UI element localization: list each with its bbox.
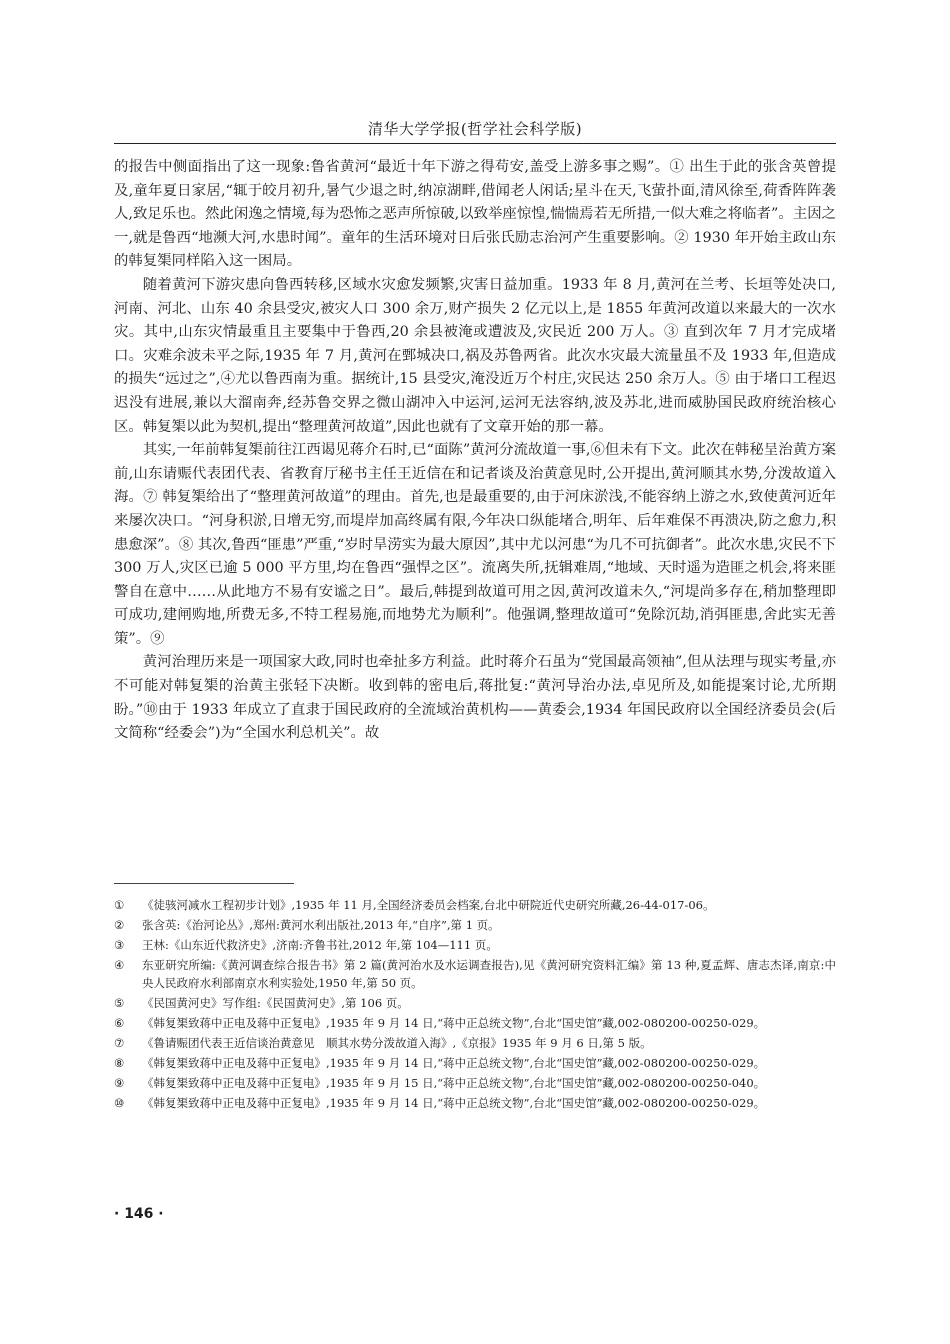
footnote-text: 王林:《山东近代救济史》,济南:齐鲁书社,2012 年,第 104—111 页。 — [142, 938, 498, 952]
footnote-mark: ⑥ — [114, 1016, 125, 1030]
footnote-10 — [114, 1094, 836, 1112]
footnote-7 — [114, 1034, 836, 1052]
paragraph-2: 随着黄河下游灾患向鲁西转移,区域水灾愈发频繁,灾害日益加重。1933 年 8 月,黄河在兰考、长垣等处决口,河南、河北、山东 40 余县受灾,被灾人口 300 余万,财产损失 2 亿元以上,是 1855 年黄河改道以来最大的一次水灾。其中,山东灾情最重且主要集中于鲁西,20 余县被淹或遭波及,灾民近 200 万人。③ 直到次年 7 月才完成堵口。灾难余波未平之际,1935 年 7 月,黄河在鄄城决口,祸及苏鲁两省。此次水灾最大流量虽不及 1933 年,但造成的损失“远过之”,④尤以鲁西南为重。据统计,15 县受灾,淹没近万个村庄,灾民达 250 余万人。⑤ 由于堵口工程迟迟没有进展,兼以大溜南奔,经苏鲁交界之微山湖冲入中运河,运河无法容纳,波及苏北,进而威胁国民政府统治核心区。韩复榘以此为契机,提出“整理黄河故道”,因此也就有了文章开始的那一幕。 — [114, 276, 836, 435]
footnote-5 — [114, 994, 836, 1012]
footnote-mark: ⑦ — [114, 1036, 125, 1050]
footnote-6 — [114, 1014, 836, 1032]
footnote-text: 《韩复榘致蒋中正电及蒋中正复电》,1935 年 9 月 14 日,“蒋中正总统文物”,台北“国史馆”藏,002-080200-00250-029。 — [142, 1016, 766, 1030]
paragraph-4: 黄河治理历来是一项国家大政,同时也牵扯多方利益。此时蒋介石虽为“党国最高领袖”,但从法理与现实考量,亦不可能对韩复榘的治黄主张轻下决断。收到韩的密电后,蒋批复:“黄河导治办法,卓见所及,如能提案讨论,尤所期盼。”⑩由于 1933 年成立了直隶于国民政府的全流域治黄机构——黄委会,1934 年国民政府以全国经济委员会(后文简称“经委会”)为“全国水利总机关”。故 — [114, 654, 836, 742]
header-rule — [114, 143, 836, 144]
page-number: · 146 · — [114, 1206, 164, 1222]
footnote-4 — [114, 956, 836, 992]
footnote-mark: ⑧ — [114, 1056, 125, 1070]
footnote-text: 《韩复榘致蒋中正电及蒋中正复电》,1935 年 9 月 15 日,“蒋中正总统文物”,台北“国史馆”藏,002-080200-00250-040。 — [142, 1076, 766, 1090]
paragraph-1: 的报告中侧面指出了这一现象:鲁省黄河“最近十年下游之得苟安,盖受上游多事之赐”。① 出生于此的张含英曾提及,童年夏日家居,“辄于皎月初升,暑气少退之时,纳凉湖畔,借闻老人闲话;星斗在天,飞萤扑面,清风徐至,荷香阵阵袭人,致足乐也。然此闲逸之情境,每为恐怖之恶声所惊破,以致举座惊惶,惴惴焉若无所措,一似大难之将临者”。主因之一,就是鲁西“地濒大河,水患时闻”。童年的生活环境对日后张氏励志治河产生重要影响。② 1930 年开始主政山东的韩复榘同样陷入这一困局。 — [114, 159, 836, 270]
footnote-text: 张含英:《治河论丛》,郑州:黄河水利出版社,2013 年,“自序”,第 1 页。 — [142, 918, 500, 932]
footnote-mark: ① — [114, 898, 125, 912]
footnote-1 — [114, 896, 836, 914]
footnote-text: 《鲁请赈团代表王近信谈治黄意见 顺其水势分泼故道入海》,《京报》1935 年 9 月 6 日,第 5 版。 — [142, 1036, 652, 1050]
footnote-9 — [114, 1074, 836, 1092]
paragraph-3: 其实,一年前韩复榘前往江西谒见蒋介石时,已“面陈”黄河分流故道一事,⑥但未有下文。此次在韩秘呈治黄方案前,山东请赈代表团代表、省教育厅秘书主任王近信在和记者谈及治黄意见时,公开提出,黄河顺其水势,分泼故道入海。⑦ 韩复榘给出了“整理黄河故道”的理由。首先,也是最重要的,由于河床淤浅,不能容纳上游之水,致使黄河近年来屡次决口。“河身积淤,日增无穷,而堤岸加高终属有限,今年决口纵能堵合,明年、后年难保不再溃决,防之愈力,积患愈深”。⑧ 其次,鲁西“匪患”严重,“岁时旱涝实为最大原因”,其中尤以河患“为几不可抗御者”。此次水患,灾民不下 300 万人,灾区已逾 5 000 平方里,均在鲁西“强悍之区”。流离失所,抚辑难周,“地域、天时遥为造匪之机会,将来匪警自在意中……从此地方不易有安谧之日”。最后,韩提到故道可用之因,黄河改道未久,“河堤尚多存在,稍加整理即可成功,建闸购地,所费无多,不特工程易施,而地势尤为顺利”。他强调,整理故道可“免除沉劫,消弭匪患,舍此实无善策”。⑨ — [114, 442, 836, 647]
footnote-rule — [114, 883, 294, 884]
footnote-text: 《徒骇河减水工程初步计划》,1935 年 11 月,全国经济委员会档案,台北中研院近代史研究所藏,26-44-017-06。 — [142, 898, 715, 912]
footnote-text: 《韩复榘致蒋中正电及蒋中正复电》,1935 年 9 月 14 日,“蒋中正总统文物”,台北“国史馆”藏,002-080200-00250-029。 — [142, 1056, 766, 1070]
footnote-mark: ⑨ — [114, 1076, 125, 1090]
footnote-2 — [114, 916, 836, 934]
journal-title: 清华大学学报(哲学社会科学版) — [367, 120, 583, 138]
footnote-8 — [114, 1054, 836, 1072]
footnote-mark: ⑤ — [114, 996, 125, 1010]
footnote-text: 《韩复榘致蒋中正电及蒋中正复电》,1935 年 9 月 14 日,“蒋中正总统文物”,台北“国史馆”藏,002-080200-00250-029。 — [142, 1096, 766, 1110]
footnote-mark: ⑩ — [114, 1096, 125, 1110]
footnote-text: 东亚研究所编:《黄河调查综合报告书》第 2 篇(黄河治水及水运调查报告),见《黄河研究资料汇编》第 13 种,夏孟辉、唐志杰译,南京:中央人民政府水利部南京水利实验处,1950 年,第 50 页。 — [142, 958, 836, 990]
footnotes — [114, 896, 836, 1114]
footnote-mark: ③ — [114, 938, 125, 952]
footnote-text: 《民国黄河史》写作组:《民国黄河史》,第 106 页。 — [142, 996, 409, 1010]
footnote-mark: ④ — [114, 958, 125, 972]
footnote-3 — [114, 936, 836, 954]
body-text — [114, 156, 836, 746]
footnote-mark: ② — [114, 918, 125, 932]
